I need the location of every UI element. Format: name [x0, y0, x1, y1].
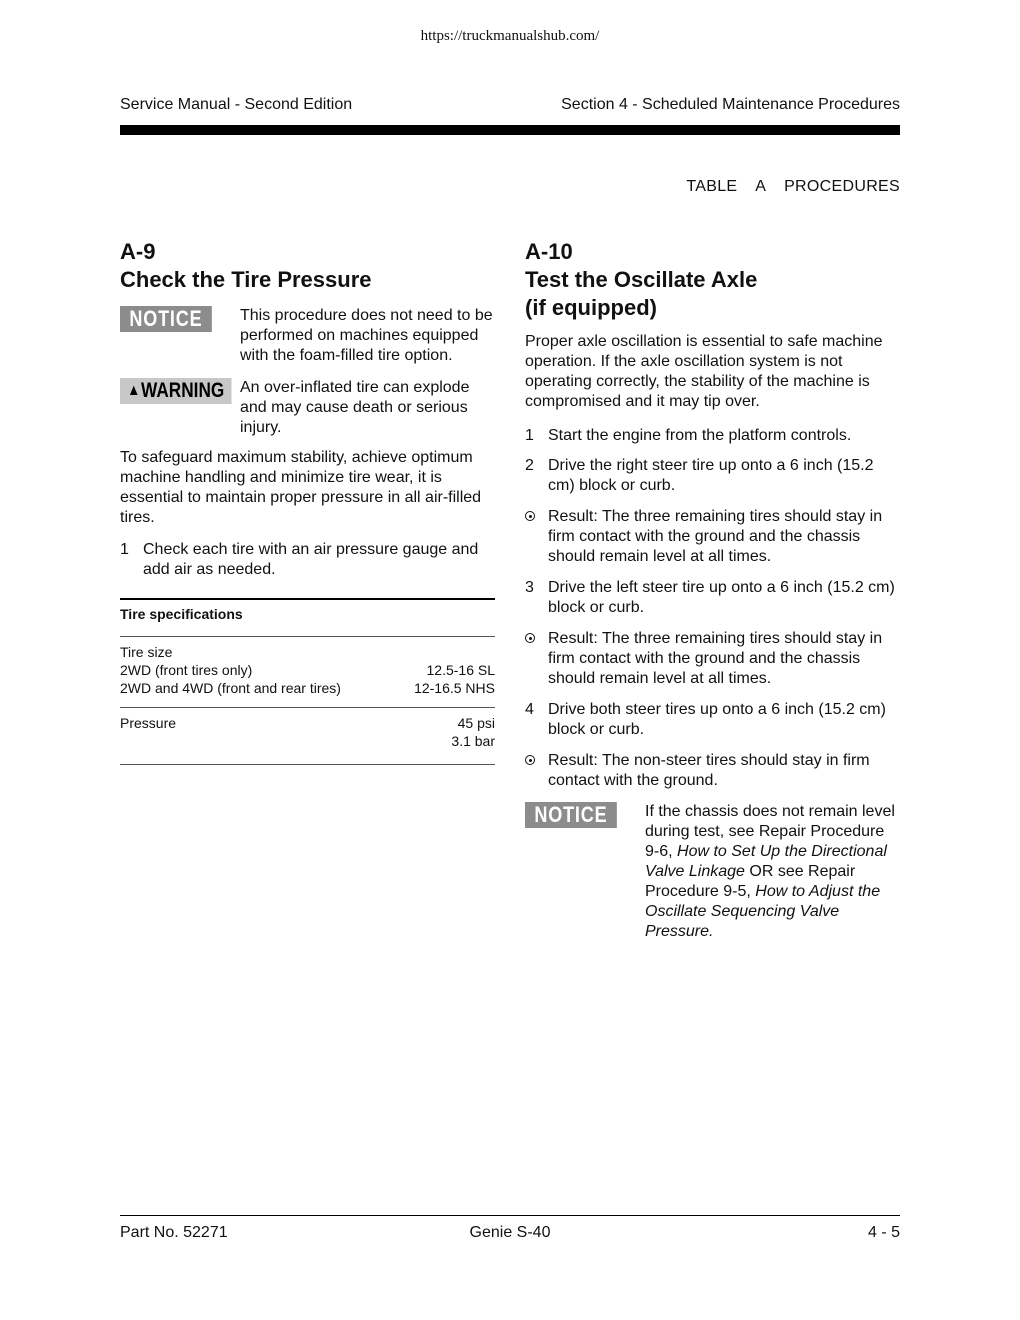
spec-row — [120, 714, 495, 732]
a9-title: Check the Tire Pressure — [120, 267, 372, 292]
a10-id: A-10 — [525, 239, 573, 264]
notice-text-part: OR see Repair Procedure 9-5, — [645, 863, 856, 900]
notice-badge: NOTICE — [120, 306, 212, 332]
spec-label: Pressure — [120, 715, 177, 731]
warning-badge-label: WARNING — [141, 379, 225, 402]
spec-label: 2WD and 4WD (front and rear tires) — [120, 680, 341, 696]
procedure-a9 — [120, 238, 495, 765]
result-text: Result: The three remaining tires should stay in firm contact with the ground and the chassis should remain level at all times. — [548, 630, 883, 687]
step-number: 1 — [525, 427, 534, 444]
a9-notice-text: This procedure does not need to be performed on machines equipped with the foam-filled tire option. — [240, 307, 493, 364]
step-text: Drive the left steer tire up onto a 6 inch (15.2 cm) block or curb. — [548, 579, 895, 616]
footer-part-number: Part No. 52271 — [120, 1224, 228, 1241]
spec-row — [120, 679, 495, 697]
pressure-block — [120, 708, 495, 765]
a10-notice-text — [645, 802, 900, 942]
step-number: 3 — [525, 579, 534, 596]
spec-value: 12.5-16 SL — [426, 662, 495, 678]
spec-value: 12-16.5 NHS — [414, 680, 495, 696]
header-manual-title: Service Manual - Second Edition — [120, 96, 353, 113]
a10-notice — [525, 802, 900, 942]
result-text: Result: The non-steer tires should stay in firm contact with the ground. — [548, 752, 870, 789]
a9-warning-text: An over-inflated tire can explode and may cause death or serious injury. — [240, 379, 470, 436]
a10-title-line2: (if equipped) — [525, 295, 657, 320]
spec-label: 2WD (front tires only) — [120, 662, 253, 678]
step-text: Start the engine from the platform controls. — [548, 427, 852, 444]
warning-badge — [120, 378, 232, 404]
result-text: Result: The three remaining tires should stay in firm contact with the ground and the chassis should remain level at all times. — [548, 508, 883, 565]
a9-notice — [120, 306, 495, 366]
a9-heading — [120, 238, 495, 294]
source-url: https://truckmanualshub.com/ — [420, 28, 600, 44]
a9-warning — [120, 378, 495, 438]
a10-result-1 — [525, 507, 900, 567]
result-bullet-icon — [525, 629, 548, 689]
a10-title-line1: Test the Oscillate Axle — [525, 267, 758, 292]
tire-size-block — [120, 637, 495, 708]
warning-triangle-icon: ▲ — [127, 382, 141, 399]
spec-value: 3.1 bar — [451, 733, 495, 749]
notice-link-text: How to Adjust the Oscillate Sequencing Valve Pressure. — [645, 883, 881, 940]
procedure-a10 — [525, 238, 900, 942]
a10-step-1 — [525, 426, 900, 446]
footer-model: Genie S-40 — [469, 1224, 551, 1241]
step-number: 4 — [525, 701, 534, 718]
a10-result-2 — [525, 629, 900, 689]
a9-step-1 — [120, 540, 495, 580]
a10-step-2 — [525, 456, 900, 496]
a10-heading — [525, 238, 900, 322]
footer-page-number: 4 - 5 — [867, 1224, 900, 1241]
table-label: TABLE A PROCEDURES — [686, 178, 900, 195]
step-text: Drive both steer tires up onto a 6 inch (15.2 cm) block or curb. — [548, 701, 886, 738]
result-bullet-icon — [525, 507, 548, 567]
a10-step-3 — [525, 578, 900, 618]
footer-rule — [120, 1215, 900, 1216]
step-number: 1 — [120, 541, 129, 558]
a9-intro: To safeguard maximum stability, achieve optimum machine handling and minimize tire wear, it is essential to maintain proper pressure in all air-filled tires. — [120, 449, 482, 526]
notice-link-text: How to Set Up the Directional Valve Linkage — [645, 843, 887, 880]
notice-badge: NOTICE — [525, 802, 617, 828]
spec-row — [120, 661, 495, 679]
header-rule — [120, 125, 900, 135]
spec-value: 45 psi — [457, 715, 495, 731]
a9-id: A-9 — [120, 239, 156, 264]
tire-size-label: Tire size — [120, 644, 173, 660]
result-bullet-icon — [525, 751, 548, 791]
step-text: Check each tire with an air pressure gauge and add air as needed. — [143, 541, 479, 578]
header-section-title: Section 4 - Scheduled Maintenance Procedures — [561, 96, 900, 113]
tire-spec-heading: Tire specifications — [120, 600, 495, 637]
a10-intro: Proper axle oscillation is essential to safe machine operation. If the axle oscillation system is not operating correctly, the stability of the machine is compromised and it may tip over. — [525, 333, 883, 410]
a10-step-4 — [525, 700, 900, 740]
a10-result-3 — [525, 751, 900, 791]
spec-row — [120, 732, 495, 750]
notice-text-part: If the chassis does not remain level during test, see Repair Procedure 9-6, — [645, 803, 895, 860]
tire-spec-table — [120, 598, 495, 765]
step-number: 2 — [525, 457, 534, 474]
step-text: Drive the right steer tire up onto a 6 inch (15.2 cm) block or curb. — [548, 457, 874, 494]
